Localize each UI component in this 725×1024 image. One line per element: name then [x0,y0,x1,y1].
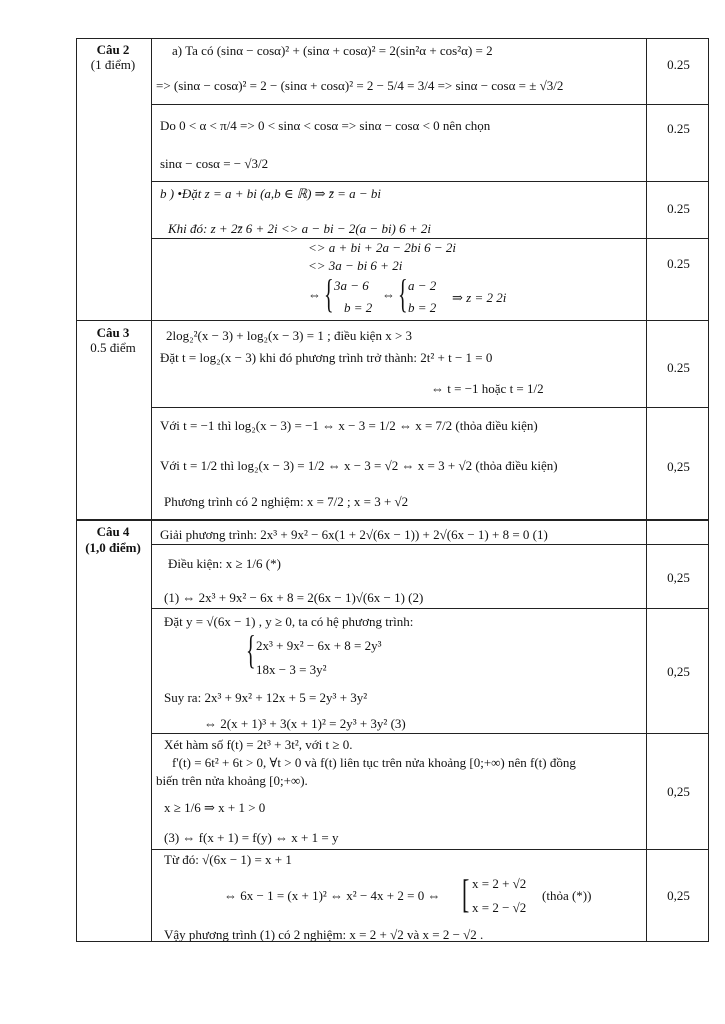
row-divider [151,849,709,850]
solution-bracket: [ [462,871,470,916]
q3-line-2: Đặt t = log₂(x − 3) khi đó phương trình trở thành: 2t² + t − 1 = 0 [160,350,493,365]
q4-condition: (thỏa (*)) [542,888,592,903]
column-divider-2 [646,38,647,942]
q4-line-14: Từ đó: √(6x − 1) = x + 1 [164,852,292,867]
q2-equiv-symbol: ⇔ [308,287,321,302]
q3-line-3: ⇔ t = −1 hoặc t = 1/2 [431,381,544,396]
q4-system-eq-2: 18x − 3 = 3y² [256,662,327,677]
q4-line-10: f'(t) = 6t² + 6t > 0, ∀t > 0 và f(t) liên tục trên nửa khoảng [0;+∞) nên f(t) đồng [172,755,576,770]
system-brace: { [398,271,408,316]
q2-part-a-line-2: => (sinα − cosα)² = 2 − (sinα + cosα)² = 2 − 5/4 = 3/4 => sinα − cosα = ± √3/2 [156,78,564,93]
q3-line-1: 2log₂²(x − 3) + log₂(x − 3) = 1 ; điều kiện x > 3 [166,328,413,343]
q3-line-5: Với t = 1/2 thì log₂(x − 3) = 1/2 ⇔ x − 3 = √2 ⇔ x = 3 + √2 (thỏa điều kiện) [160,458,558,473]
q4-line-1: Giải phương trình: 2x³ + 9x² − 6x(1 + 2√(6x − 1)) + 2√(6x − 1) + 8 = 0 (1) [160,527,548,542]
table-border-right [708,38,709,942]
q2-part-a-line-4: sinα − cosα = − √3/2 [160,156,269,171]
table-border-top [76,38,709,39]
section-divider [76,320,709,321]
section-divider [76,519,709,521]
row-divider [151,181,709,182]
q2-part-a-line-3: Do 0 < α < π/4 => 0 < sinα < cosα => sinα − cosα < 0 nên chọn [160,118,491,133]
q3-score-2: 0,25 [667,459,690,474]
q2-result: ⇒ z = 2 2i [452,290,507,305]
row-divider [151,608,709,609]
table-border-left [76,38,77,942]
question-3-points: 0.5 điểm [90,340,136,355]
question-2-points: (1 điểm) [90,57,136,72]
q4-root-1: x = 2 + √2 [472,876,527,891]
q2-part-b-line-2: Khi đó: z + 2z̄ 6 + 2i <> a − bi − 2(a − bi) 6 + 2i [168,221,432,236]
q4-score-3: 0,25 [667,784,690,799]
column-divider-1 [151,38,152,942]
q2-score-2: 0.25 [667,121,690,136]
q4-score-2: 0,25 [667,664,690,679]
question-2-label: Câu 2 [96,42,130,57]
row-divider [151,104,709,105]
q2-system-1-eq-1: 3a − 6 [334,278,369,293]
row-divider [151,407,709,408]
row-divider [151,544,709,545]
q4-line-2: Điều kiện: x ≥ 1/6 (*) [168,556,281,571]
q4-root-2: x = 2 − √2 [472,900,527,915]
q3-line-4: Với t = −1 thì log₂(x − 3) = −1 ⇔ x − 3 = 1/2 ⇔ x = 7/2 (thỏa điều kiện) [160,418,538,433]
q2-part-b-line-3: <> a + bi + 2a − 2bi 6 − 2i [308,240,456,255]
q2-equiv-symbol-2: ⇔ [382,287,395,302]
q2-score-4: 0.25 [667,256,690,271]
row-divider [151,733,709,734]
q2-score-3: 0.25 [667,201,690,216]
q4-line-8: ⇔ 2(x + 1)³ + 3(x + 1)² = 2y³ + 3y² (3) [204,716,406,731]
q4-line-7: Suy ra: 2x³ + 9x² + 12x + 5 = 2y³ + 3y² [164,690,368,705]
system-brace: { [324,271,334,316]
q4-line-11: biến trên nửa khoảng [0;+∞). [156,773,308,788]
question-4-points: (1,0 điểm) [85,540,141,555]
q4-line-4: Đặt y = √(6x − 1) , y ≥ 0, ta có hệ phương trình: [164,614,414,629]
q4-line-18: Vậy phương trình (1) có 2 nghiệm: x = 2 + √2 và x = 2 − √2 . [164,927,484,942]
q4-line-3: (1) ⇔ 2x³ + 9x² − 6x + 8 = 2(6x − 1)√(6x − 1) (2) [164,590,424,605]
q2-part-b-line-4: <> 3a − bi 6 + 2i [308,258,403,273]
q3-score-1: 0.25 [667,360,690,375]
q2-system-1-eq-2: b = 2 [344,300,373,315]
q4-score-1: 0,25 [667,570,690,585]
q4-line-13: (3) ⇔ f(x + 1) = f(y) ⇔ x + 1 = y [164,830,339,845]
question-4-label: Câu 4 [96,524,130,539]
q2-system-2-eq-1: a − 2 [408,278,437,293]
answer-table [76,38,709,942]
q2-score-1: 0.25 [667,57,690,72]
question-3-label: Câu 3 [96,325,130,340]
q3-line-6: Phương trình có 2 nghiệm: x = 7/2 ; x = 3 + √2 [164,494,409,509]
q2-part-a-line-1: a) Ta có (sinα − cosα)² + (sinα + cosα)² = 2(sin²α + cos²α) = 2 [172,43,493,58]
row-divider [151,238,709,239]
q4-system-eq-1: 2x³ + 9x² − 6x + 8 = 2y³ [256,638,382,653]
q2-part-b-line-1: b ) •Đặt z = a + bi (a,b ∈ ℝ) ⇒ z̄ = a − bi [160,186,382,201]
q4-line-12: x ≥ 1/6 ⇒ x + 1 > 0 [164,800,266,815]
q4-line-15: ⇔ 6x − 1 = (x + 1)² ⇔ x² − 4x + 2 = 0 ⇔ [224,888,441,903]
q4-score-4: 0,25 [667,888,690,903]
q4-line-9: Xét hàm số f(t) = 2t³ + 3t², với t ≥ 0. [164,737,353,752]
system-brace: { [246,627,256,672]
q2-system-2-eq-2: b = 2 [408,300,437,315]
